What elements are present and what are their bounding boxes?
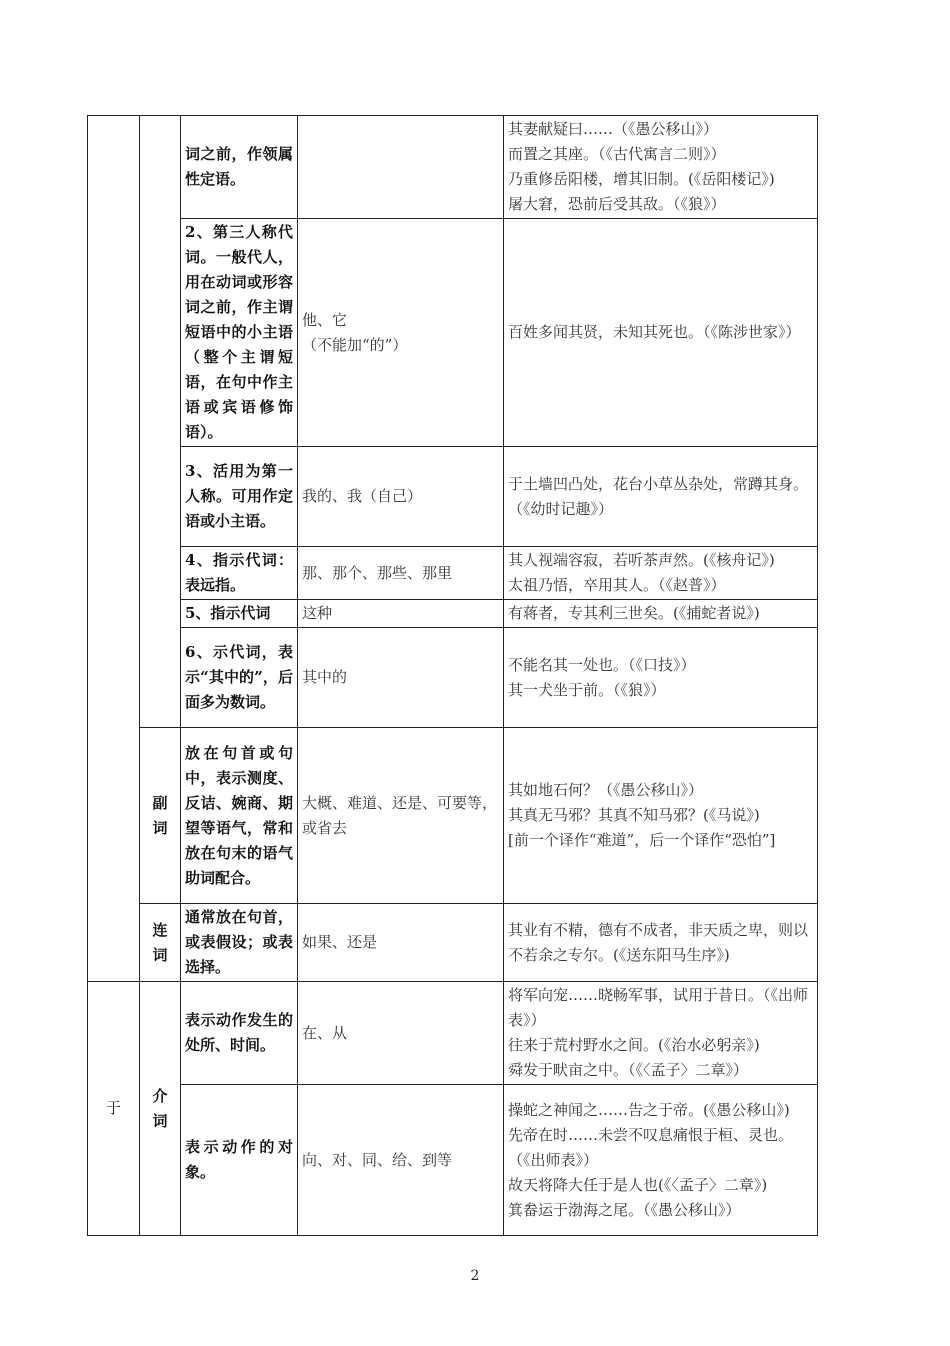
- usage-cell: 2、第三人称代词。一般代人，用在动词或形容词之前，作主谓短语中的小主语（整个主谓短语，在句中作主语或宾语修饰语）。: [181, 219, 298, 447]
- example-line: 箕畚运于渤海之尾。（《愚公移山》）: [508, 1200, 741, 1219]
- example-line: 屠大窘，恐前后受其敌。（《狼》）: [508, 195, 726, 213]
- example-line: 百姓多闻其贤，未知其死也。（《陈涉世家》）: [508, 323, 801, 341]
- meaning-cell: [298, 447, 504, 547]
- meaning-cell: [298, 219, 504, 447]
- meaning-cell: [298, 728, 504, 904]
- usage-cell: 4、指示代词：表远指。: [181, 547, 298, 600]
- example-line: 乃重修岳阳楼，增其旧制。(《岳阳楼记》): [508, 170, 775, 188]
- pos-label: 连词: [152, 920, 168, 964]
- table-row: [88, 1085, 818, 1236]
- example-line: 操蛇之神闻之……告之于帝。(《愚公移山》): [508, 1100, 790, 1119]
- examples-cell: [504, 904, 818, 982]
- examples-cell: [504, 982, 818, 1085]
- usage-cell: 放在句首或句中，表示测度、反诘、婉商、期望等语气，常和放在句末的语气助词配合。: [181, 728, 298, 904]
- usage-cell: 表示动作的对象。: [181, 1085, 298, 1236]
- meaning-line: （不能加“的”）: [302, 335, 408, 354]
- examples-cell: [504, 116, 818, 219]
- pos-label: 介词: [152, 1086, 168, 1130]
- example-line: 其真无马邪？其真不知马邪？(《马说》): [508, 806, 760, 824]
- examples-cell: [504, 628, 818, 728]
- meaning-line: 那、那个、那些、那里: [302, 563, 453, 582]
- table-row: [88, 219, 818, 447]
- example-line: 于土墙凹凸处，花台小草丛杂处，常蹲其身。（《幼时记趣》）: [508, 474, 809, 518]
- pos-cell-preposition: [140, 982, 181, 1236]
- meaning-line: 如果、还是: [302, 933, 378, 951]
- word-cell-qi: [88, 116, 140, 982]
- meaning-line: 他、它: [302, 310, 348, 329]
- example-line: 舜发于畎亩之中。（《〈孟子〉二章》）: [508, 1061, 749, 1079]
- meaning-cell: [298, 904, 504, 982]
- meaning-cell: [298, 982, 504, 1085]
- meaning-cell: [298, 628, 504, 728]
- meaning-line: 我的、我（自己）: [302, 487, 423, 505]
- page-number: 2: [470, 1268, 480, 1284]
- function-word-table: [87, 115, 818, 1236]
- pos-label: 副词: [152, 793, 168, 837]
- example-line: [前一个译作“难道”，后一个译作“恐怕”]: [508, 831, 776, 849]
- usage-cell: 通常放在句首，或表假设；或表选择。: [181, 904, 298, 982]
- usage-cell: 词之前，作领属性定语。: [181, 116, 298, 219]
- pos-cell-conjunction: [140, 904, 181, 982]
- usage-cell: 5、指示代词: [181, 600, 298, 628]
- examples-cell: [504, 1085, 818, 1236]
- example-line: 将军向宠……晓畅军事，试用于昔日。（《出师表》）: [508, 986, 809, 1029]
- example-line: 太祖乃悟，卒用其人。（《赵普》）: [508, 576, 726, 594]
- table-row: [88, 600, 818, 628]
- example-line: 故天将降大任于是人也(《〈孟子〉二章》): [508, 1175, 768, 1194]
- meaning-cell: [298, 547, 504, 600]
- table-row: [88, 628, 818, 728]
- example-line: 不能名其一处也。（《口技》）: [508, 655, 696, 674]
- meaning-line: 这种: [302, 604, 333, 622]
- meaning-cell: [298, 600, 504, 628]
- meaning-line: 其中的: [302, 668, 348, 686]
- example-line: 往来于荒村野水之间。(《治水必躬亲》): [508, 1036, 760, 1054]
- usage-cell: 6、示代词，表示“其中的”，后面多为数词。: [181, 628, 298, 728]
- example-line: 其业有不精，德有不成者，非天质之卑，则以不若余之专尔。(《送东阳马生序》): [508, 920, 809, 964]
- word-cell-yu: 于: [88, 982, 140, 1236]
- meaning-cell: [298, 116, 504, 219]
- table-row: [88, 982, 818, 1085]
- pos-cell-pronoun: [140, 116, 181, 728]
- examples-cell: [504, 447, 818, 547]
- example-line: 其如地石何？（《愚公移山》）: [508, 781, 704, 799]
- meaning-line: 在、从: [302, 1023, 348, 1042]
- example-line: 其妻献疑曰……（《愚公移山》）: [508, 120, 719, 138]
- table-row: [88, 728, 818, 904]
- meaning-line: 向、对、同、给、到等: [302, 1150, 453, 1169]
- examples-cell: [504, 728, 818, 904]
- examples-cell: [504, 219, 818, 447]
- table-row: [88, 116, 818, 219]
- pos-cell-adverb: [140, 728, 181, 904]
- examples-cell: [504, 600, 818, 628]
- usage-cell: 表示动作发生的处所、时间。: [181, 982, 298, 1085]
- example-line: 而置之其座。（《古代寓言二则》）: [508, 145, 726, 163]
- table-row: [88, 447, 818, 547]
- table-row: [88, 904, 818, 982]
- examples-cell: [504, 547, 818, 600]
- meaning-cell: [298, 1085, 504, 1236]
- meaning-line: 大概、难道、还是、可要等，或省去: [302, 793, 498, 837]
- table-row: [88, 547, 818, 600]
- example-line: 其一犬坐于前。（《狼》）: [508, 680, 666, 699]
- example-line: 先帝在时……未尝不叹息痛恨于桓、灵也。（《出师表》）: [508, 1125, 794, 1169]
- example-line: 其人视端容寂，若听茶声然。(《核舟记》): [508, 551, 775, 569]
- usage-cell: 3、活用为第一人称。可用作定语或小主语。: [181, 447, 298, 547]
- example-line: 有蒋者，专其利三世矣。(《捕蛇者说》): [508, 604, 760, 622]
